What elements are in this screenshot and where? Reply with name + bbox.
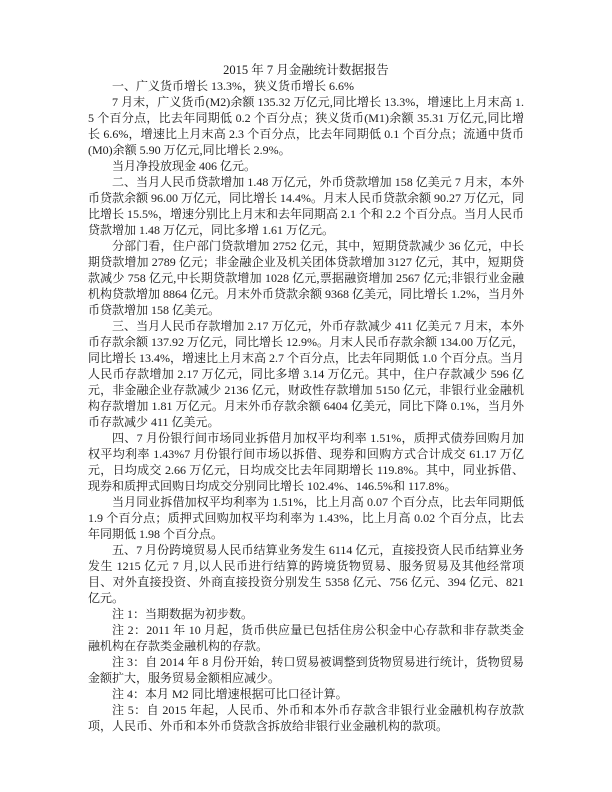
section-2-loans: 二、当月人民币贷款增加 1.48 万亿元，外币贷款增加 158 亿美元 7 月末，本外币贷款余额 96.00 万亿元，同比增长 14.4%。月末人民币贷款余额 90.27 万亿元，同比增长 15.5%，增速分别比上月末和去年同期高 2.1 个和 2.2 个百分点。当月人民币贷款增加 1.48 万亿元，同比多增 1.61 万亿元。	[88, 175, 524, 237]
note-2: 注 2：2011 年 10 月起，货币供应量已包括住房公积金中心存款和非存款类金融机构在存款类金融机构的存款。	[88, 623, 524, 653]
section-5-rmb-settlement: 五、7 月份跨境贸易人民币结算业务发生 6114 亿元，直接投资人民币结算业务发生 1215 亿元 7 月,以人民币进行结算的跨境货物贸易、服务贸易及其他经常项目、对外直接投资、外商直接投资分别发生 5358 亿元、756 亿元、394 亿元、821 亿元。	[88, 543, 524, 605]
document-content	[88, 62, 524, 734]
note-1: 注 1：当期数据为初步数。	[112, 607, 254, 621]
document-title: 2015 年 7 月金融统计数据报告	[223, 63, 389, 77]
note-5: 注 5：自 2015 年起，人民币、外币和本外币存款含非银行业金融机构存放款项，人民币、外币和本外币贷款含拆放给非银行业金融机构的款项。	[88, 703, 524, 733]
note-4: 注 4：本月 M2 同比增速根据可比口径计算。	[112, 687, 348, 701]
para-money-supply: 7 月末，广义货币(M2)余额 135.32 万亿元,同比增长 13.3%，增速比上月末高 1.5 个百分点，比去年同期低 0.2 个百分点；狭义货币(M1)余额 35.31 万亿元,同比增长 6.6%，增速比上月末高 2.3 个百分点，比去年同期低 0.1 个百分点；流通中货币(M0)余额 5.90 万亿元,同比增长 2.9%。	[88, 95, 524, 157]
para-weighted-average-rates: 当月同业拆借加权平均利率为 1.51%，比上月高 0.07 个百分点，比去年同期低 1.9 个百分点；质押式回购加权平均利率为 1.43%，比上月高 0.02 个百分点，比去年同期低 1.98 个百分点。	[88, 495, 524, 541]
section-3-deposits: 三、当月人民币存款增加 2.17 万亿元，外币存款减少 411 亿美元 7 月末，本外币存款余额 137.92 万亿元，同比增长 12.9%。月末人民币存款余额 134.00 万亿元，同比增长 13.4%，增速比上月末高 2.7 个百分点，比去年同期低 1.0 个百分点。当月人民币存款增加 2.17 万亿元，同比多增 3.14 万亿元。其中，住户存款减少 596 亿元，非金融企业存款减少 2136 亿元，财政性存款增加 5150 亿元，非银行业金融机构存款增加 1.81 万亿元。月末外币存款余额 6404 亿美元，同比下降 0.1%，当月外币存款减少 411 亿美元。	[88, 319, 524, 429]
note-3: 注 3：自 2014 年 8 月份开始，转口贸易被调整到货物贸易进行统计，货物贸易金额扩大，服务贸易金额相应减少。	[88, 655, 524, 685]
para-loans-by-sector: 分部门看，住户部门贷款增加 2752 亿元，其中，短期贷款减少 36 亿元，中长期贷款增加 2789 亿元；非金融企业及机关团体贷款增加 3127 亿元，其中，短期贷款减少 758 亿元,中长期贷款增加 1028 亿元,票据融资增加 2567 亿元;非银行业金融机构贷款增加 8864 亿元。月末外币贷款余额 9368 亿美元，同比增长 1.2%，当月外币贷款增加 158 亿美元。	[88, 239, 524, 317]
para-net-cash-injection: 当月净投放现金 406 亿元。	[112, 159, 257, 173]
section-1-heading: 一、广义货币增长 13.3%，狭义货币增长 6.6%	[112, 79, 354, 93]
section-4-interbank-rates: 四、7 月份银行间市场同业拆借月加权平均利率 1.51%，质押式债券回购月加权平均利率 1.43%7 月份银行间市场以拆借、现券和回购方式合计成交 61.17 万亿元，日均成交 2.66 万亿元，日均成交比去年同期增长 119.8%。其中，同业拆借、现券和质押式回购日均成交分别同比增长 102.4%、146.5%和 117.8%。	[88, 431, 524, 493]
